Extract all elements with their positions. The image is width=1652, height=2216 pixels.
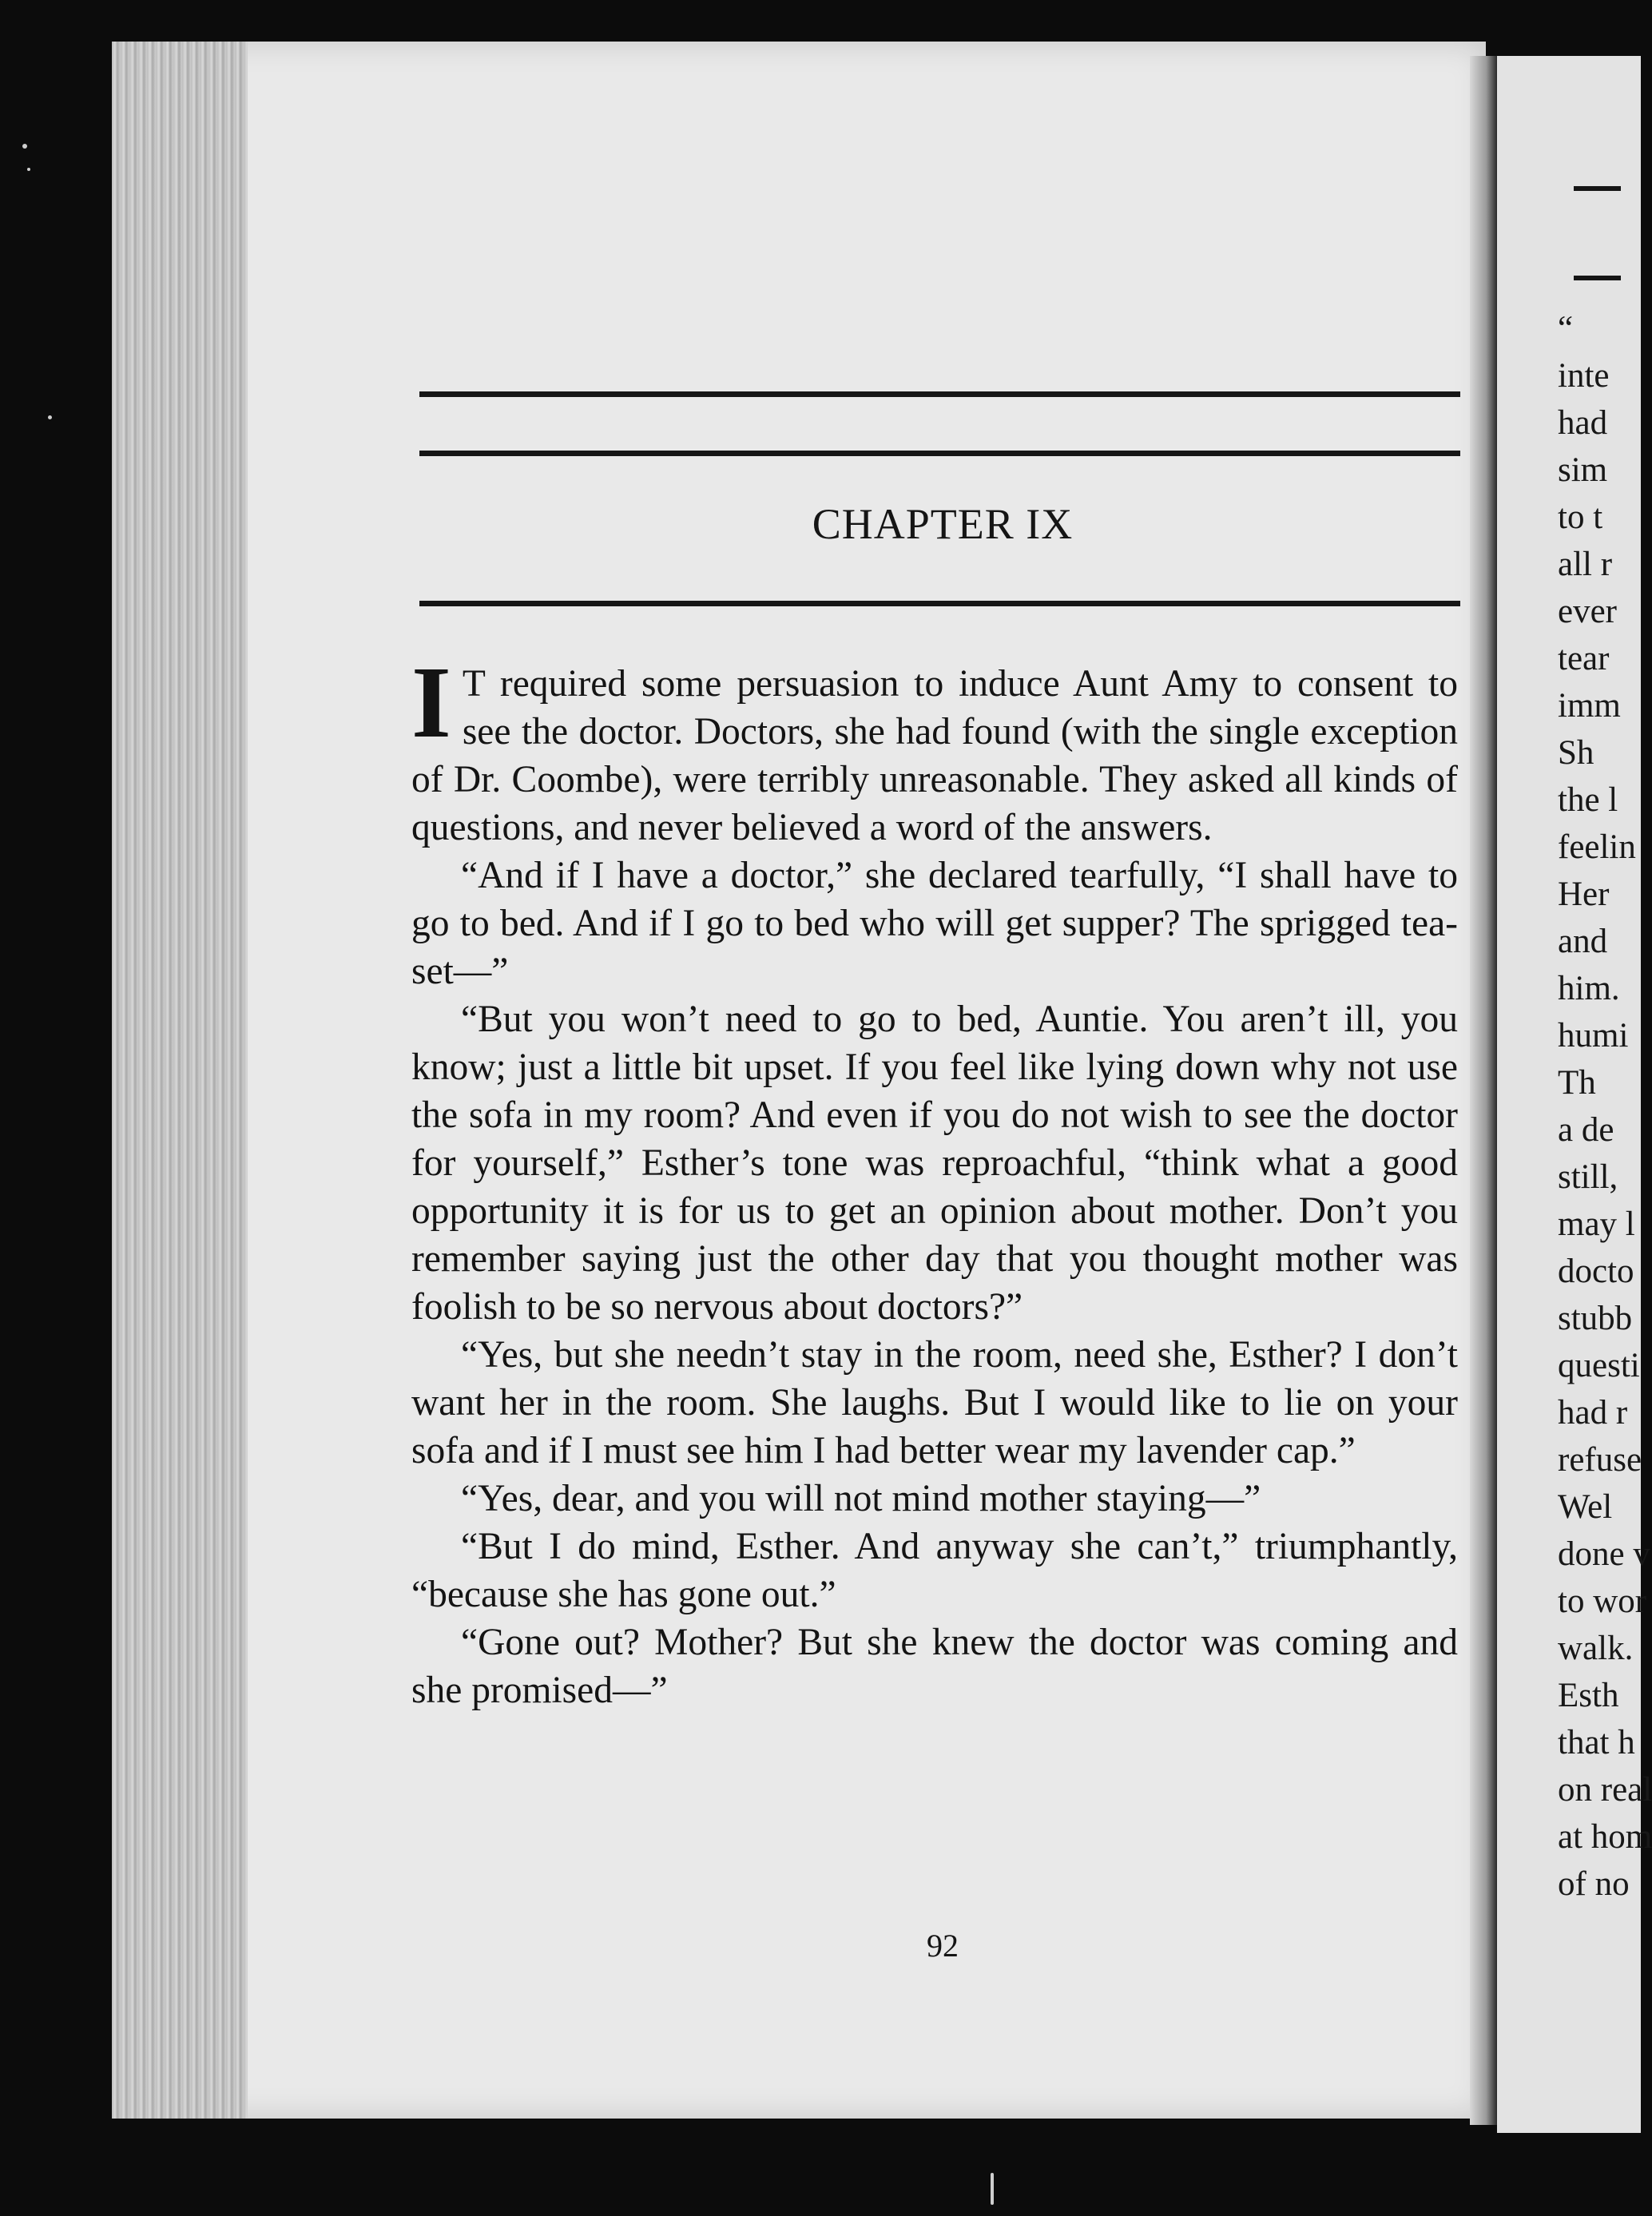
facing-page-line: refuse: [1558, 1441, 1642, 1479]
facing-page-line: Esth: [1558, 1677, 1619, 1714]
facing-page-line: walk.: [1558, 1630, 1634, 1667]
top-rule-2: [419, 451, 1460, 456]
facing-rule-2: [1574, 276, 1621, 280]
facing-page-line: had r: [1558, 1394, 1628, 1432]
paragraph: “Gone out? Mother? But she knew the doctor was coming and she promised—”: [411, 1622, 1458, 1711]
facing-page-line: Th: [1558, 1064, 1596, 1102]
facing-page-line: that h: [1558, 1724, 1635, 1761]
paragraph: “And if I have a doctor,” she declared tearfully, “I shall have to go to bed. And if I go to bed who will get supper? The sprigged tea-set—”: [411, 855, 1458, 992]
facing-page-line: humi: [1558, 1017, 1629, 1054]
scan-speck: [27, 168, 30, 171]
facing-page-line: had: [1558, 404, 1608, 442]
scan-speck: [991, 2173, 994, 2205]
facing-page-line: feelin: [1558, 828, 1636, 866]
drop-cap: I: [411, 645, 451, 759]
facing-page-line: still,: [1558, 1158, 1618, 1196]
scan-speck: [22, 144, 27, 149]
facing-page-line: a de: [1558, 1111, 1614, 1149]
facing-page-text: [1558, 305, 1652, 1908]
paragraph: [411, 645, 1458, 852]
facing-page-line: Wel: [1558, 1488, 1613, 1526]
facing-page-line: Her: [1558, 876, 1610, 913]
facing-page-line: “: [1558, 310, 1574, 347]
facing-rule-1: [1574, 186, 1621, 191]
facing-page-line: sim: [1558, 451, 1608, 489]
facing-page-line: the l: [1558, 781, 1618, 819]
chapter-body: [411, 645, 1458, 1714]
facing-page-line: imm: [1558, 687, 1621, 725]
facing-page-line: stubb: [1558, 1300, 1633, 1337]
paragraph: “Yes, dear, and you will not mind mother staying—”: [461, 1478, 1261, 1519]
facing-page-line: ever: [1558, 593, 1617, 630]
paragraph: “But I do mind, Esther. And anyway she can’t,” triumphantly, “because she has gone out.”: [411, 1526, 1458, 1615]
title-underline-rule: [419, 601, 1460, 606]
page-number: 92: [927, 1928, 959, 1964]
facing-page-line: to wor: [1558, 1583, 1647, 1620]
facing-page-line: of no: [1558, 1865, 1630, 1903]
chapter-title: CHAPTER IX: [812, 500, 1074, 548]
facing-page-line: inte: [1558, 357, 1610, 395]
book-gutter: [1470, 56, 1497, 2125]
facing-page-line: and: [1558, 923, 1608, 960]
facing-page-line: Sh: [1558, 734, 1594, 772]
facing-page-line: at hom: [1558, 1818, 1652, 1856]
page-edge-stack: [112, 42, 248, 2119]
facing-page-line: docto: [1558, 1253, 1634, 1290]
facing-page-line: to t: [1558, 498, 1603, 536]
facing-page-line: on real: [1558, 1771, 1652, 1809]
paragraph-text: T required some persuasion to induce Aunt Amy to consent to see the doctor. Doctors, she had found (with the single exception of Dr. Coombe), were terribly unreasonable. They asked all kinds of questions, and never believed a word of the answers.: [411, 663, 1458, 848]
facing-page-line: all r: [1558, 546, 1613, 583]
paragraph: “But you won’t need to go to bed, Auntie. You aren’t ill, you know; just a little bit upset. If you feel like lying down why not use the sofa in my room? And even if you do not wish to see the doctor for yourself,” Esther’s tone was reproachful, “think what a good opportunity it is for us to get an opinion about mother. Don’t you remember saying just the other day that you thought mother was foolish to be so nervous about doctors?”: [411, 999, 1458, 1328]
top-rule-1: [419, 391, 1460, 397]
facing-page-line: questi: [1558, 1347, 1640, 1384]
paragraph: “Yes, but she needn’t stay in the room, need she, Esther? I don’t want her in the room. She laughs. But I would like to lie on your sofa and if I must see him I had better wear my lavender cap.”: [411, 1334, 1458, 1471]
facing-page-line: may l: [1558, 1205, 1635, 1243]
facing-page-line: tear: [1558, 640, 1610, 677]
facing-page-line: done v: [1558, 1535, 1650, 1573]
facing-page-line: him.: [1558, 970, 1620, 1007]
scan-speck: [48, 415, 52, 419]
